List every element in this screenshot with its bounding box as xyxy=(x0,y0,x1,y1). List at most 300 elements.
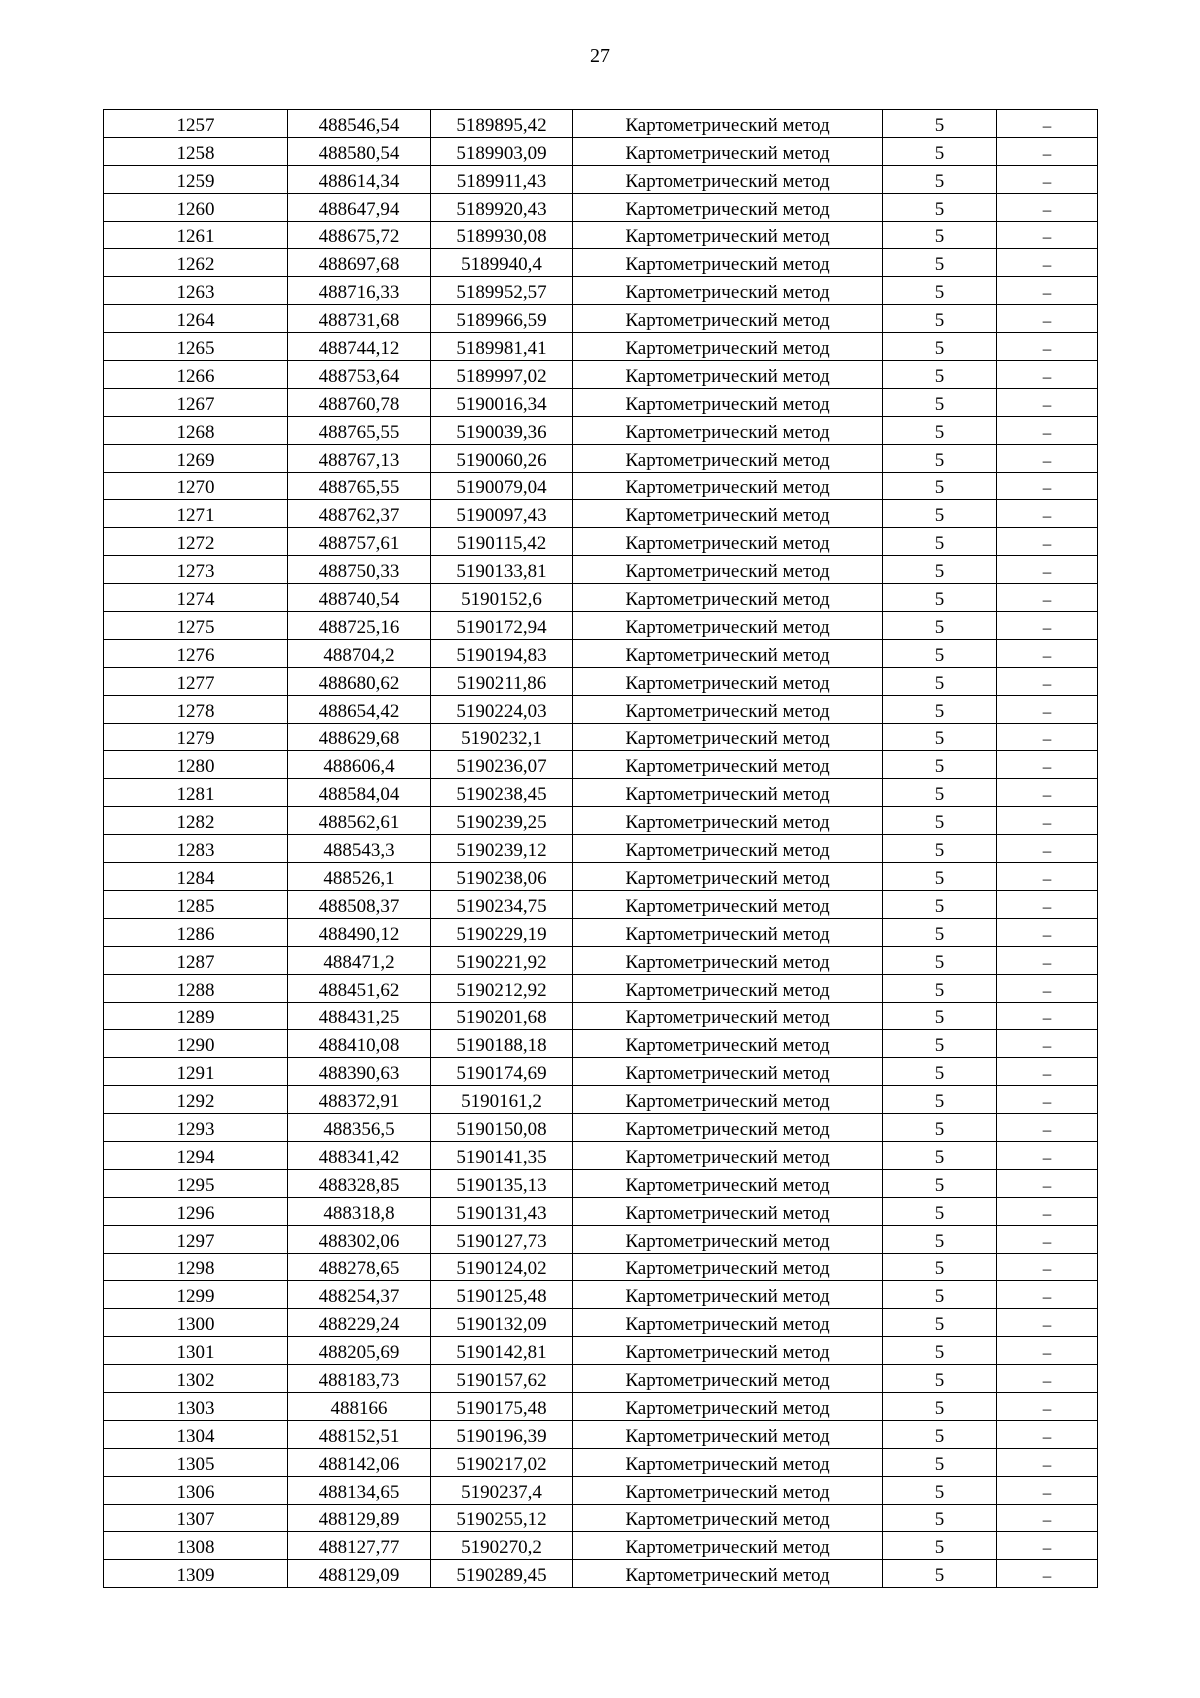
note-cell: – xyxy=(997,472,1098,500)
accuracy-cell: 5 xyxy=(883,1392,997,1420)
table-row xyxy=(104,835,1098,863)
table-row xyxy=(104,974,1098,1002)
table-row xyxy=(104,1058,1098,1086)
method-cell: Картометрический метод xyxy=(573,584,883,612)
method-cell: Картометрический метод xyxy=(573,974,883,1002)
note-cell: – xyxy=(997,1030,1098,1058)
method-cell: Картометрический метод xyxy=(573,1197,883,1225)
method-cell: Картометрический метод xyxy=(573,472,883,500)
table-row xyxy=(104,1560,1098,1588)
y-coordinate-cell: 5190224,03 xyxy=(431,695,573,723)
y-coordinate-cell: 5189966,59 xyxy=(431,305,573,333)
point-number-cell: 1302 xyxy=(104,1365,288,1393)
method-cell: Картометрический метод xyxy=(573,1141,883,1169)
note-cell: – xyxy=(997,1058,1098,1086)
note-cell: – xyxy=(997,1337,1098,1365)
table-row xyxy=(104,779,1098,807)
y-coordinate-cell: 5190239,12 xyxy=(431,835,573,863)
x-coordinate-cell: 488760,78 xyxy=(288,388,431,416)
table-row xyxy=(104,249,1098,277)
note-cell: – xyxy=(997,305,1098,333)
x-coordinate-cell: 488278,65 xyxy=(288,1253,431,1281)
method-cell: Картометрический метод xyxy=(573,528,883,556)
accuracy-cell: 5 xyxy=(883,807,997,835)
accuracy-cell: 5 xyxy=(883,890,997,918)
y-coordinate-cell: 5190124,02 xyxy=(431,1253,573,1281)
y-coordinate-cell: 5190221,92 xyxy=(431,946,573,974)
method-cell: Картометрический метод xyxy=(573,1504,883,1532)
method-cell: Картометрический метод xyxy=(573,946,883,974)
y-coordinate-cell: 5190196,39 xyxy=(431,1420,573,1448)
table-row xyxy=(104,528,1098,556)
note-cell: – xyxy=(997,835,1098,863)
x-coordinate-cell: 488129,89 xyxy=(288,1504,431,1532)
note-cell: – xyxy=(997,584,1098,612)
point-number-cell: 1285 xyxy=(104,890,288,918)
accuracy-cell: 5 xyxy=(883,444,997,472)
point-number-cell: 1307 xyxy=(104,1504,288,1532)
x-coordinate-cell: 488725,16 xyxy=(288,612,431,640)
point-number-cell: 1308 xyxy=(104,1532,288,1560)
x-coordinate-cell: 488744,12 xyxy=(288,333,431,361)
point-number-cell: 1274 xyxy=(104,584,288,612)
method-cell: Картометрический метод xyxy=(573,1114,883,1142)
x-coordinate-cell: 488229,24 xyxy=(288,1309,431,1337)
method-cell: Картометрический метод xyxy=(573,1169,883,1197)
accuracy-cell: 5 xyxy=(883,528,997,556)
note-cell: – xyxy=(997,1392,1098,1420)
x-coordinate-cell: 488765,55 xyxy=(288,416,431,444)
coordinates-table-body xyxy=(104,110,1098,1588)
y-coordinate-cell: 5190152,6 xyxy=(431,584,573,612)
x-coordinate-cell: 488152,51 xyxy=(288,1420,431,1448)
y-coordinate-cell: 5190201,68 xyxy=(431,1002,573,1030)
x-coordinate-cell: 488328,85 xyxy=(288,1169,431,1197)
table-row xyxy=(104,1392,1098,1420)
accuracy-cell: 5 xyxy=(883,110,997,138)
x-coordinate-cell: 488562,61 xyxy=(288,807,431,835)
accuracy-cell: 5 xyxy=(883,723,997,751)
table-row xyxy=(104,639,1098,667)
y-coordinate-cell: 5190234,75 xyxy=(431,890,573,918)
point-number-cell: 1290 xyxy=(104,1030,288,1058)
accuracy-cell: 5 xyxy=(883,639,997,667)
method-cell: Картометрический метод xyxy=(573,1420,883,1448)
note-cell: – xyxy=(997,110,1098,138)
method-cell: Картометрический метод xyxy=(573,277,883,305)
method-cell: Картометрический метод xyxy=(573,193,883,221)
table-row xyxy=(104,472,1098,500)
point-number-cell: 1287 xyxy=(104,946,288,974)
table-row xyxy=(104,305,1098,333)
method-cell: Картометрический метод xyxy=(573,639,883,667)
x-coordinate-cell: 488543,3 xyxy=(288,835,431,863)
point-number-cell: 1280 xyxy=(104,751,288,779)
table-row xyxy=(104,333,1098,361)
x-coordinate-cell: 488740,54 xyxy=(288,584,431,612)
note-cell: – xyxy=(997,890,1098,918)
method-cell: Картометрический метод xyxy=(573,416,883,444)
table-row xyxy=(104,416,1098,444)
accuracy-cell: 5 xyxy=(883,1448,997,1476)
point-number-cell: 1309 xyxy=(104,1560,288,1588)
method-cell: Картометрический метод xyxy=(573,695,883,723)
point-number-cell: 1262 xyxy=(104,249,288,277)
y-coordinate-cell: 5190079,04 xyxy=(431,472,573,500)
x-coordinate-cell: 488757,61 xyxy=(288,528,431,556)
table-row xyxy=(104,277,1098,305)
point-number-cell: 1265 xyxy=(104,333,288,361)
point-number-cell: 1294 xyxy=(104,1141,288,1169)
accuracy-cell: 5 xyxy=(883,333,997,361)
table-row xyxy=(104,1476,1098,1504)
point-number-cell: 1291 xyxy=(104,1058,288,1086)
point-number-cell: 1260 xyxy=(104,193,288,221)
y-coordinate-cell: 5190142,81 xyxy=(431,1337,573,1365)
point-number-cell: 1296 xyxy=(104,1197,288,1225)
y-coordinate-cell: 5190131,43 xyxy=(431,1197,573,1225)
accuracy-cell: 5 xyxy=(883,388,997,416)
accuracy-cell: 5 xyxy=(883,1169,997,1197)
y-coordinate-cell: 5190172,94 xyxy=(431,612,573,640)
note-cell: – xyxy=(997,1476,1098,1504)
accuracy-cell: 5 xyxy=(883,1337,997,1365)
accuracy-cell: 5 xyxy=(883,1532,997,1560)
method-cell: Картометрический метод xyxy=(573,918,883,946)
y-coordinate-cell: 5190175,48 xyxy=(431,1392,573,1420)
page-number: 27 xyxy=(590,45,610,67)
x-coordinate-cell: 488431,25 xyxy=(288,1002,431,1030)
method-cell: Картометрический метод xyxy=(573,807,883,835)
x-coordinate-cell: 488716,33 xyxy=(288,277,431,305)
y-coordinate-cell: 5190133,81 xyxy=(431,556,573,584)
x-coordinate-cell: 488580,54 xyxy=(288,137,431,165)
accuracy-cell: 5 xyxy=(883,1225,997,1253)
y-coordinate-cell: 5190194,83 xyxy=(431,639,573,667)
y-coordinate-cell: 5189930,08 xyxy=(431,221,573,249)
note-cell: – xyxy=(997,946,1098,974)
table-row xyxy=(104,890,1098,918)
x-coordinate-cell: 488765,55 xyxy=(288,472,431,500)
table-row xyxy=(104,110,1098,138)
y-coordinate-cell: 5190238,06 xyxy=(431,863,573,891)
method-cell: Картометрический метод xyxy=(573,1448,883,1476)
note-cell: – xyxy=(997,333,1098,361)
method-cell: Картометрический метод xyxy=(573,1532,883,1560)
table-row xyxy=(104,918,1098,946)
table-row xyxy=(104,1448,1098,1476)
accuracy-cell: 5 xyxy=(883,556,997,584)
point-number-cell: 1298 xyxy=(104,1253,288,1281)
method-cell: Картометрический метод xyxy=(573,361,883,389)
table-row xyxy=(104,863,1098,891)
table-row xyxy=(104,1169,1098,1197)
accuracy-cell: 5 xyxy=(883,361,997,389)
y-coordinate-cell: 5189940,4 xyxy=(431,249,573,277)
table-row xyxy=(104,807,1098,835)
note-cell: – xyxy=(997,639,1098,667)
x-coordinate-cell: 488356,5 xyxy=(288,1114,431,1142)
x-coordinate-cell: 488704,2 xyxy=(288,639,431,667)
x-coordinate-cell: 488526,1 xyxy=(288,863,431,891)
point-number-cell: 1273 xyxy=(104,556,288,584)
point-number-cell: 1281 xyxy=(104,779,288,807)
point-number-cell: 1304 xyxy=(104,1420,288,1448)
method-cell: Картометрический метод xyxy=(573,1030,883,1058)
point-number-cell: 1283 xyxy=(104,835,288,863)
x-coordinate-cell: 488697,68 xyxy=(288,249,431,277)
point-number-cell: 1305 xyxy=(104,1448,288,1476)
point-number-cell: 1268 xyxy=(104,416,288,444)
point-number-cell: 1259 xyxy=(104,165,288,193)
accuracy-cell: 5 xyxy=(883,779,997,807)
y-coordinate-cell: 5190161,2 xyxy=(431,1086,573,1114)
point-number-cell: 1277 xyxy=(104,667,288,695)
table-row xyxy=(104,500,1098,528)
point-number-cell: 1269 xyxy=(104,444,288,472)
table-row xyxy=(104,1141,1098,1169)
point-number-cell: 1270 xyxy=(104,472,288,500)
accuracy-cell: 5 xyxy=(883,416,997,444)
accuracy-cell: 5 xyxy=(883,1030,997,1058)
x-coordinate-cell: 488680,62 xyxy=(288,667,431,695)
y-coordinate-cell: 5190060,26 xyxy=(431,444,573,472)
point-number-cell: 1257 xyxy=(104,110,288,138)
table-row xyxy=(104,1086,1098,1114)
point-number-cell: 1266 xyxy=(104,361,288,389)
x-coordinate-cell: 488254,37 xyxy=(288,1281,431,1309)
note-cell: – xyxy=(997,1365,1098,1393)
accuracy-cell: 5 xyxy=(883,1086,997,1114)
y-coordinate-cell: 5190270,2 xyxy=(431,1532,573,1560)
y-coordinate-cell: 5190132,09 xyxy=(431,1309,573,1337)
point-number-cell: 1301 xyxy=(104,1337,288,1365)
point-number-cell: 1289 xyxy=(104,1002,288,1030)
note-cell: – xyxy=(997,1197,1098,1225)
x-coordinate-cell: 488302,06 xyxy=(288,1225,431,1253)
note-cell: – xyxy=(997,863,1098,891)
table-row xyxy=(104,1197,1098,1225)
y-coordinate-cell: 5190141,35 xyxy=(431,1141,573,1169)
point-number-cell: 1297 xyxy=(104,1225,288,1253)
note-cell: – xyxy=(997,1560,1098,1588)
method-cell: Картометрический метод xyxy=(573,835,883,863)
point-number-cell: 1275 xyxy=(104,612,288,640)
accuracy-cell: 5 xyxy=(883,1281,997,1309)
note-cell: – xyxy=(997,1420,1098,1448)
method-cell: Картометрический метод xyxy=(573,1476,883,1504)
x-coordinate-cell: 488731,68 xyxy=(288,305,431,333)
method-cell: Картометрический метод xyxy=(573,1086,883,1114)
point-number-cell: 1258 xyxy=(104,137,288,165)
x-coordinate-cell: 488647,94 xyxy=(288,193,431,221)
table-row xyxy=(104,137,1098,165)
y-coordinate-cell: 5190115,42 xyxy=(431,528,573,556)
x-coordinate-cell: 488451,62 xyxy=(288,974,431,1002)
method-cell: Картометрический метод xyxy=(573,1253,883,1281)
note-cell: – xyxy=(997,1225,1098,1253)
table-row xyxy=(104,1309,1098,1337)
method-cell: Картометрический метод xyxy=(573,1365,883,1393)
y-coordinate-cell: 5190217,02 xyxy=(431,1448,573,1476)
note-cell: – xyxy=(997,1002,1098,1030)
point-number-cell: 1284 xyxy=(104,863,288,891)
point-number-cell: 1278 xyxy=(104,695,288,723)
x-coordinate-cell: 488341,42 xyxy=(288,1141,431,1169)
point-number-cell: 1263 xyxy=(104,277,288,305)
x-coordinate-cell: 488127,77 xyxy=(288,1532,431,1560)
x-coordinate-cell: 488166 xyxy=(288,1392,431,1420)
point-number-cell: 1286 xyxy=(104,918,288,946)
point-number-cell: 1303 xyxy=(104,1392,288,1420)
point-number-cell: 1279 xyxy=(104,723,288,751)
method-cell: Картометрический метод xyxy=(573,667,883,695)
table-row xyxy=(104,193,1098,221)
y-coordinate-cell: 5190127,73 xyxy=(431,1225,573,1253)
note-cell: – xyxy=(997,444,1098,472)
point-number-cell: 1292 xyxy=(104,1086,288,1114)
method-cell: Картометрический метод xyxy=(573,1225,883,1253)
note-cell: – xyxy=(997,1141,1098,1169)
method-cell: Картометрический метод xyxy=(573,1309,883,1337)
x-coordinate-cell: 488318,8 xyxy=(288,1197,431,1225)
accuracy-cell: 5 xyxy=(883,695,997,723)
x-coordinate-cell: 488750,33 xyxy=(288,556,431,584)
x-coordinate-cell: 488584,04 xyxy=(288,779,431,807)
method-cell: Картометрический метод xyxy=(573,1002,883,1030)
table-row xyxy=(104,1002,1098,1030)
method-cell: Картометрический метод xyxy=(573,1281,883,1309)
note-cell: – xyxy=(997,667,1098,695)
y-coordinate-cell: 5189920,43 xyxy=(431,193,573,221)
y-coordinate-cell: 5190188,18 xyxy=(431,1030,573,1058)
table-row xyxy=(104,1420,1098,1448)
y-coordinate-cell: 5190157,62 xyxy=(431,1365,573,1393)
accuracy-cell: 5 xyxy=(883,137,997,165)
table-row xyxy=(104,1337,1098,1365)
x-coordinate-cell: 488410,08 xyxy=(288,1030,431,1058)
accuracy-cell: 5 xyxy=(883,500,997,528)
table-row xyxy=(104,221,1098,249)
accuracy-cell: 5 xyxy=(883,1058,997,1086)
accuracy-cell: 5 xyxy=(883,165,997,193)
coordinates-table xyxy=(103,109,1098,1588)
method-cell: Картометрический метод xyxy=(573,890,883,918)
x-coordinate-cell: 488134,65 xyxy=(288,1476,431,1504)
accuracy-cell: 5 xyxy=(883,612,997,640)
point-number-cell: 1306 xyxy=(104,1476,288,1504)
method-cell: Картометрический метод xyxy=(573,305,883,333)
y-coordinate-cell: 5190016,34 xyxy=(431,388,573,416)
y-coordinate-cell: 5190150,08 xyxy=(431,1114,573,1142)
x-coordinate-cell: 488753,64 xyxy=(288,361,431,389)
table-row xyxy=(104,1365,1098,1393)
note-cell: – xyxy=(997,277,1098,305)
table-row xyxy=(104,1504,1098,1532)
x-coordinate-cell: 488629,68 xyxy=(288,723,431,751)
point-number-cell: 1293 xyxy=(104,1114,288,1142)
accuracy-cell: 5 xyxy=(883,1476,997,1504)
point-number-cell: 1272 xyxy=(104,528,288,556)
method-cell: Картометрический метод xyxy=(573,165,883,193)
y-coordinate-cell: 5190212,92 xyxy=(431,974,573,1002)
accuracy-cell: 5 xyxy=(883,863,997,891)
note-cell: – xyxy=(997,528,1098,556)
table-row xyxy=(104,612,1098,640)
accuracy-cell: 5 xyxy=(883,1504,997,1532)
y-coordinate-cell: 5190239,25 xyxy=(431,807,573,835)
note-cell: – xyxy=(997,1253,1098,1281)
note-cell: – xyxy=(997,612,1098,640)
table-row xyxy=(104,1030,1098,1058)
x-coordinate-cell: 488767,13 xyxy=(288,444,431,472)
y-coordinate-cell: 5190232,1 xyxy=(431,723,573,751)
note-cell: – xyxy=(997,1309,1098,1337)
table-row xyxy=(104,165,1098,193)
x-coordinate-cell: 488490,12 xyxy=(288,918,431,946)
table-row xyxy=(104,388,1098,416)
accuracy-cell: 5 xyxy=(883,946,997,974)
table-row xyxy=(104,1532,1098,1560)
table-row xyxy=(104,584,1098,612)
method-cell: Картометрический метод xyxy=(573,137,883,165)
note-cell: – xyxy=(997,751,1098,779)
point-number-cell: 1271 xyxy=(104,500,288,528)
method-cell: Картометрический метод xyxy=(573,333,883,361)
method-cell: Картометрический метод xyxy=(573,863,883,891)
point-number-cell: 1295 xyxy=(104,1169,288,1197)
accuracy-cell: 5 xyxy=(883,1253,997,1281)
accuracy-cell: 5 xyxy=(883,1002,997,1030)
note-cell: – xyxy=(997,1086,1098,1114)
table-row xyxy=(104,361,1098,389)
method-cell: Картометрический метод xyxy=(573,1337,883,1365)
method-cell: Картометрический метод xyxy=(573,779,883,807)
note-cell: – xyxy=(997,723,1098,751)
accuracy-cell: 5 xyxy=(883,277,997,305)
method-cell: Картометрический метод xyxy=(573,388,883,416)
y-coordinate-cell: 5190238,45 xyxy=(431,779,573,807)
x-coordinate-cell: 488129,09 xyxy=(288,1560,431,1588)
point-number-cell: 1261 xyxy=(104,221,288,249)
method-cell: Картометрический метод xyxy=(573,221,883,249)
y-coordinate-cell: 5190255,12 xyxy=(431,1504,573,1532)
x-coordinate-cell: 488183,73 xyxy=(288,1365,431,1393)
method-cell: Картометрический метод xyxy=(573,723,883,751)
y-coordinate-cell: 5189952,57 xyxy=(431,277,573,305)
y-coordinate-cell: 5190039,36 xyxy=(431,416,573,444)
x-coordinate-cell: 488471,2 xyxy=(288,946,431,974)
x-coordinate-cell: 488654,42 xyxy=(288,695,431,723)
accuracy-cell: 5 xyxy=(883,1114,997,1142)
point-number-cell: 1267 xyxy=(104,388,288,416)
point-number-cell: 1282 xyxy=(104,807,288,835)
x-coordinate-cell: 488762,37 xyxy=(288,500,431,528)
method-cell: Картометрический метод xyxy=(573,751,883,779)
note-cell: – xyxy=(997,1281,1098,1309)
point-number-cell: 1264 xyxy=(104,305,288,333)
table-row xyxy=(104,556,1098,584)
table-row xyxy=(104,1225,1098,1253)
note-cell: – xyxy=(997,1448,1098,1476)
method-cell: Картометрический метод xyxy=(573,1058,883,1086)
note-cell: – xyxy=(997,416,1098,444)
x-coordinate-cell: 488606,4 xyxy=(288,751,431,779)
note-cell: – xyxy=(997,1114,1098,1142)
x-coordinate-cell: 488546,54 xyxy=(288,110,431,138)
y-coordinate-cell: 5190229,19 xyxy=(431,918,573,946)
note-cell: – xyxy=(997,361,1098,389)
